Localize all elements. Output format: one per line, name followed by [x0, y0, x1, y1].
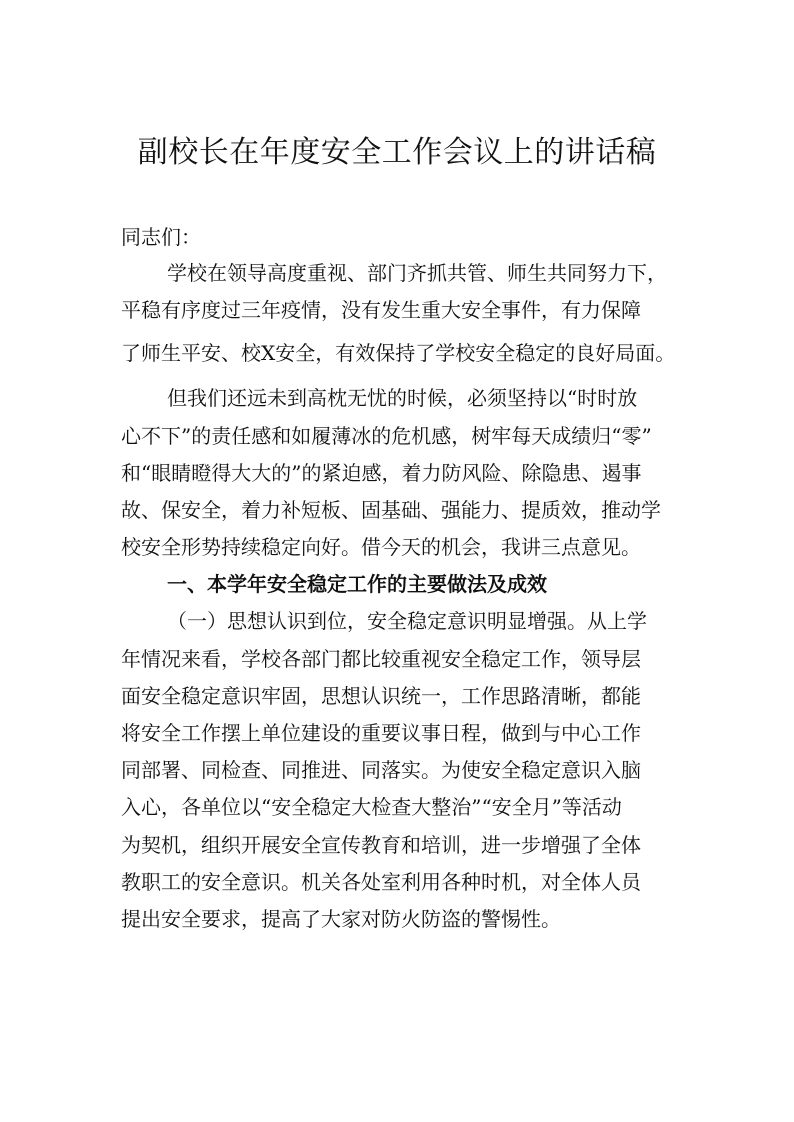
paragraph-3-line: （一）思想认识到位，安全稳定意识明显增强。从上学	[167, 609, 647, 633]
paragraph-2-line: 校安全形势持续稳定向好。借今天的机会，我讲三点意见。	[121, 535, 641, 559]
paragraph-1-line: 了师生平安、校X安全，有效保持了学校安全稳定的良好局面。	[121, 341, 676, 365]
paragraph-2-line: 心不下”的责任感和如履薄冰的危机感，树牢每天成绩归“零”	[121, 424, 652, 448]
paragraph-3-line: 提出安全要求，提高了大家对防火防盗的警惕性。	[121, 907, 561, 931]
paragraph-3-line: 入心，各单位以“安全稳定大检查大整治”“安全月”等活动	[121, 795, 622, 819]
paragraph-3-line: 教职工的安全意识。机关各处室利用各种时机，对全体人员	[121, 870, 641, 894]
salutation: 同志们：	[121, 225, 201, 249]
paragraph-3-line: 将安全工作摆上单位建设的重要议事日程，做到与中心工作	[121, 721, 641, 745]
document-title: 副校长在年度安全工作会议上的讲话稿	[137, 135, 657, 170]
paragraph-2-line: 但我们还远未到高枕无忧的时候，必须坚持以“时时放	[167, 386, 638, 410]
paragraph-3-line: 面安全稳定意识牢固，思想认识统一，工作思路清晰，都能	[121, 684, 641, 708]
paragraph-2-line: 和“眼睛瞪得大大的”的紧迫感，着力防风险、除隐患、遏事	[121, 461, 642, 485]
paragraph-1-line: 平稳有序度过三年疫情，没有发生重大安全事件，有力保障	[121, 298, 641, 322]
paragraph-3-line: 为契机，组织开展安全宣传教育和培训，进一步增强了全体	[121, 833, 641, 857]
paragraph-3-line: 年情况来看，学校各部门都比较重视安全稳定工作，领导层	[121, 647, 641, 671]
section-heading: 一、本学年安全稳定工作的主要做法及成效	[167, 572, 547, 596]
paragraph-2-line: 故、保安全，着力补短板、固基础、强能力、提质效，推动学	[121, 498, 661, 522]
paragraph-3-line: 同部署、同检查、同推进、同落实。为使安全稳定意识入脑	[121, 758, 641, 782]
paragraph-1-line: 学校在领导高度重视、部门齐抓共管、师生共同努力下，	[167, 261, 667, 285]
